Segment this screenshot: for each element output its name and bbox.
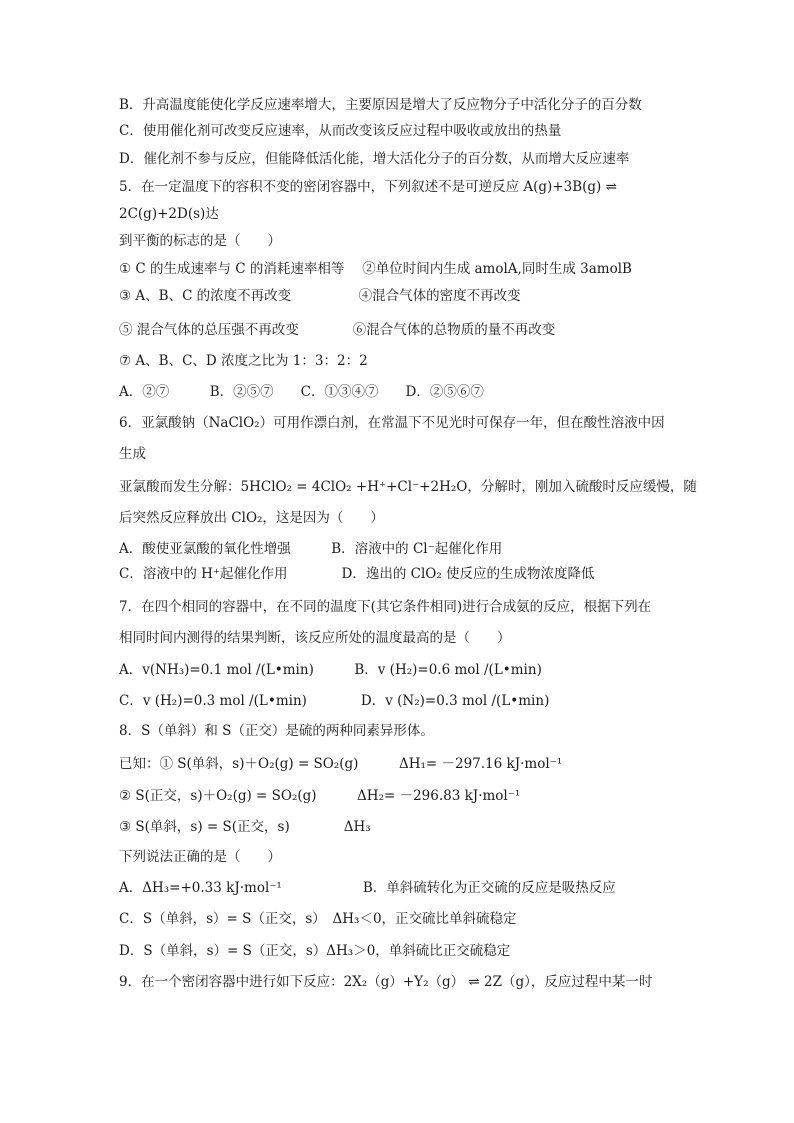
text-line-14: 亚氯酸而发生分解：5HClO₂ = 4ClO₂ +H⁺+Cl⁻+2H₂O，分解时，刚加入硫酸时反应缓慢，随 <box>119 479 697 495</box>
text-line-9: ⑤ 混合气体的总压强不再改变 ⑥混合气体的总物质的量不再改变 <box>119 322 556 338</box>
text-line-7: ① C 的生成速率与 C 的消耗速率相等 ②单位时间内生成 amolA,同时生成 3amolB <box>119 261 632 277</box>
text-line-15: 后突然反应释放出 ClO₂，这是因为（ ） <box>119 510 384 526</box>
text-line-23: 已知：① S(单斜，s)＋O₂(g) = SO₂(g) ΔH₁= －297.16 kJ·mol⁻¹ <box>119 756 563 772</box>
text-line-19: 相同时间内测得的结果判断，该反应所处的温度最高的是（ ） <box>119 630 511 646</box>
text-line-30: 9．在一个密闭容器中进行如下反应：2X₂（g）+Y₂（g） ⇌ 2Z（g），反应过程中某一时 <box>119 974 653 990</box>
text-line-22: 8．S（单斜）和 S（正交）是硫的两种同素异形体。 <box>119 723 434 739</box>
text-line-11: A．②⑦ B．②⑤⑦ C．①③④⑦ D．②⑤⑥⑦ <box>119 384 484 400</box>
text-line-26: 下列说法正确的是（ ） <box>119 849 281 865</box>
text-line-21: C．v (H₂)=0.3 mol /(L•min) D．v (N₂)=0.3 mol /(L•min) <box>119 693 550 709</box>
text-line-29: D．S（单斜，s）= S（正交，s）ΔH₃＞0，单斜硫比正交硫稳定 <box>119 943 511 959</box>
text-line-20: A．v(NH₃)=0.1 mol /(L•min) B．v (H₂)=0.6 mol /(L•min) <box>119 662 542 678</box>
text-line-16: A．酸使亚氯酸的氧化性增强 B．溶液中的 Cl⁻起催化作用 <box>119 541 503 557</box>
text-line-24: ② S(正交，s)＋O₂(g) = SO₂(g) ΔH₂= －296.83 kJ·mol⁻¹ <box>119 788 521 804</box>
text-line-10: ⑦ A、B、C、D 浓度之比为 1：3：2：2 <box>119 353 368 369</box>
text-line-28: C．S（单斜，s）= S（正交，s） ΔH₃＜0，正交硫比单斜硫稳定 <box>119 911 517 927</box>
text-line-8: ③ A、B、C 的浓度不再改变 ④混合气体的密度不再改变 <box>119 288 521 304</box>
text-line-17: C．溶液中的 H⁺起催化作用 D．逸出的 ClO₂ 使反应的生成物浓度降低 <box>119 566 595 582</box>
text-line-2: C．使用催化剂可改变反应速率，从而改变该反应过程中吸收或放出的热量 <box>119 123 562 139</box>
text-line-1: B．升高温度能使化学反应速率增大，主要原因是增大了反应物分子中活化分子的百分数 <box>119 97 642 113</box>
text-line-27: A．ΔH₃=+0.33 kJ·mol⁻¹ B．单斜硫转化为正交硫的反应是吸热反应 <box>119 880 616 896</box>
text-line-4: 5．在一定温度下的容积不变的密闭容器中，下列叙述不是可逆反应 A(g)+3B(g) ⇌ <box>119 179 617 195</box>
text-line-12: 6．亚氯酸钠（NaClO₂）可用作漂白剂，在常温下不见光时可保存一年，但在酸性溶液中因 <box>119 415 665 431</box>
text-line-18: 7．在四个相同的容器中，在不同的温度下(其它条件相同)进行合成氨的反应，根据下列在 <box>119 599 652 615</box>
text-line-13: 生成 <box>119 446 146 462</box>
text-line-3: D．催化剂不参与反应，但能降低活化能，增大活化分子的百分数，从而增大反应速率 <box>119 151 630 167</box>
text-line-25: ③ S(单斜，s) = S(正交，s) ΔH₃ <box>119 819 371 835</box>
text-line-5: 2C(g)+2D(s)达 <box>119 206 219 222</box>
text-line-6: 到平衡的标志的是（ ） <box>119 233 281 249</box>
